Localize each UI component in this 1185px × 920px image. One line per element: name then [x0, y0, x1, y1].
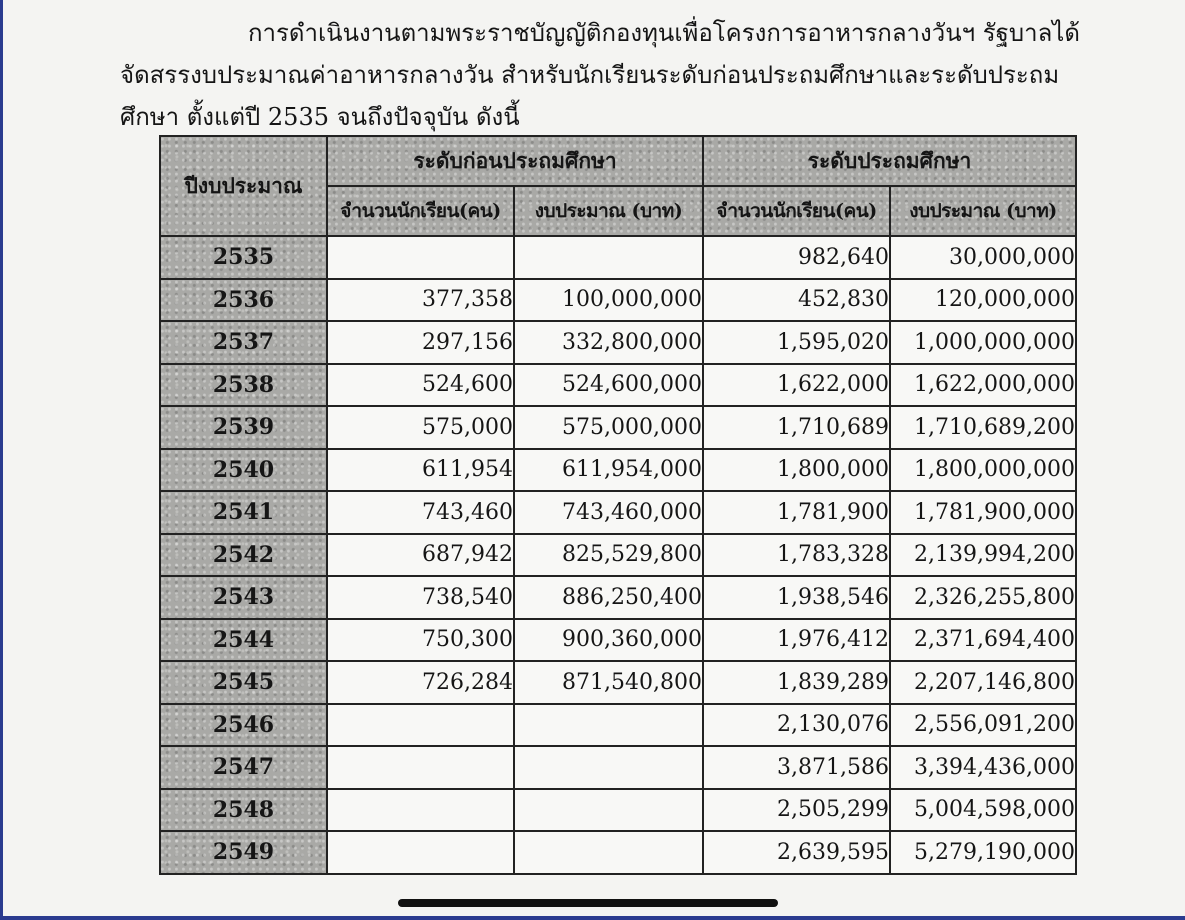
- preprimary-budget-cell: 871,540,800: [514, 661, 703, 704]
- year-cell: 2541: [160, 491, 327, 534]
- preprimary-budget-cell: 332,800,000: [514, 321, 703, 364]
- preprimary-students-cell: 524,600: [327, 364, 514, 407]
- year-cell: 2538: [160, 364, 327, 407]
- primary-budget-cell: 2,139,994,200: [890, 534, 1076, 577]
- year-cell: 2537: [160, 321, 327, 364]
- table-body: [160, 236, 1076, 874]
- primary-group-header: ระดับประถมศึกษา: [703, 136, 1076, 186]
- preprimary-budget-cell: [514, 789, 703, 832]
- primary-budget-cell: 1,622,000,000: [890, 364, 1076, 407]
- table-row: [160, 279, 1076, 322]
- preprimary-budget-cell: 743,460,000: [514, 491, 703, 534]
- preprimary-students-cell: 297,156: [327, 321, 514, 364]
- preprimary-students-cell: 743,460: [327, 491, 514, 534]
- primary-budget-cell: 5,279,190,000: [890, 831, 1076, 874]
- primary-budget-cell: 1,710,689,200: [890, 406, 1076, 449]
- intro-line-1: การดำเนินงานตามพระราชบัญญัติกองทุนเพื่อโครงการอาหารกลางวันฯ รัฐบาลได้: [248, 19, 1080, 47]
- primary-budget-cell: 2,371,694,400: [890, 619, 1076, 662]
- preprimary-students-cell: [327, 236, 514, 279]
- preprimary-budget-cell: 825,529,800: [514, 534, 703, 577]
- year-cell: 2543: [160, 576, 327, 619]
- primary-students-cell: 1,938,546: [703, 576, 890, 619]
- year-cell: 2539: [160, 406, 327, 449]
- table-row: [160, 831, 1076, 874]
- preprimary-students-cell: 738,540: [327, 576, 514, 619]
- intro-line-3: ศึกษา ตั้งแต่ปี 2535 จนถึงปัจจุบัน ดังนี้: [120, 103, 520, 131]
- year-cell: 2546: [160, 704, 327, 747]
- primary-budget-cell: 5,004,598,000: [890, 789, 1076, 832]
- preprimary-budget-header: งบประมาณ (บาท): [514, 186, 703, 236]
- primary-budget-cell: 2,556,091,200: [890, 704, 1076, 747]
- preprimary-budget-cell: 100,000,000: [514, 279, 703, 322]
- primary-students-cell: 3,871,586: [703, 746, 890, 789]
- table-row: [160, 534, 1076, 577]
- preprimary-budget-cell: [514, 704, 703, 747]
- table-row: [160, 789, 1076, 832]
- preprimary-budget-cell: 611,954,000: [514, 449, 703, 492]
- primary-students-cell: 2,639,595: [703, 831, 890, 874]
- primary-students-cell: 1,800,000: [703, 449, 890, 492]
- page-left-border: [0, 0, 3, 920]
- primary-budget-cell: 30,000,000: [890, 236, 1076, 279]
- intro-paragraph: [120, 12, 1100, 138]
- year-cell: 2536: [160, 279, 327, 322]
- preprimary-students-header: จำนวนนักเรียน(คน): [327, 186, 514, 236]
- year-cell: 2535: [160, 236, 327, 279]
- page-bottom-border: [0, 916, 1185, 920]
- preprimary-students-cell: [327, 746, 514, 789]
- primary-students-cell: 1,710,689: [703, 406, 890, 449]
- preprimary-students-cell: [327, 704, 514, 747]
- table-row: [160, 619, 1076, 662]
- preprimary-students-cell: 750,300: [327, 619, 514, 662]
- table-row: [160, 321, 1076, 364]
- budget-table: [159, 135, 1077, 875]
- year-cell: 2548: [160, 789, 327, 832]
- year-cell: 2544: [160, 619, 327, 662]
- year-cell: 2549: [160, 831, 327, 874]
- primary-students-cell: 1,781,900: [703, 491, 890, 534]
- table-row: [160, 576, 1076, 619]
- year-cell: 2540: [160, 449, 327, 492]
- primary-budget-cell: 1,800,000,000: [890, 449, 1076, 492]
- preprimary-students-cell: 611,954: [327, 449, 514, 492]
- preprimary-budget-cell: 886,250,400: [514, 576, 703, 619]
- table-row: [160, 661, 1076, 704]
- preprimary-budget-cell: [514, 746, 703, 789]
- primary-students-cell: 1,622,000: [703, 364, 890, 407]
- intro-line-2: จัดสรรงบประมาณค่าอาหารกลางวัน สำหรับนักเรียนระดับก่อนประถมศึกษาและระดับประถม: [120, 61, 1060, 89]
- primary-budget-header: งบประมาณ (บาท): [890, 186, 1076, 236]
- year-cell: 2547: [160, 746, 327, 789]
- preprimary-students-cell: 726,284: [327, 661, 514, 704]
- primary-budget-cell: 1,000,000,000: [890, 321, 1076, 364]
- primary-students-cell: 452,830: [703, 279, 890, 322]
- preprimary-budget-cell: [514, 236, 703, 279]
- preprimary-students-cell: 687,942: [327, 534, 514, 577]
- primary-students-cell: 1,783,328: [703, 534, 890, 577]
- primary-budget-cell: 2,326,255,800: [890, 576, 1076, 619]
- primary-students-cell: 982,640: [703, 236, 890, 279]
- preprimary-budget-cell: 575,000,000: [514, 406, 703, 449]
- primary-students-cell: 1,839,289: [703, 661, 890, 704]
- preprimary-budget-cell: 524,600,000: [514, 364, 703, 407]
- primary-students-cell: 1,595,020: [703, 321, 890, 364]
- primary-students-header: จำนวนนักเรียน(คน): [703, 186, 890, 236]
- year-cell: 2542: [160, 534, 327, 577]
- preprimary-students-cell: 575,000: [327, 406, 514, 449]
- table-row: [160, 406, 1076, 449]
- year-column-header: ปีงบประมาณ: [160, 136, 327, 236]
- preprimary-students-cell: 377,358: [327, 279, 514, 322]
- preprimary-students-cell: [327, 831, 514, 874]
- table-row: [160, 236, 1076, 279]
- primary-budget-cell: 3,394,436,000: [890, 746, 1076, 789]
- primary-students-cell: 2,505,299: [703, 789, 890, 832]
- table-header: [160, 136, 1076, 236]
- primary-students-cell: 2,130,076: [703, 704, 890, 747]
- table-row: [160, 704, 1076, 747]
- preprimary-budget-cell: [514, 831, 703, 874]
- table-row: [160, 746, 1076, 789]
- pen-mark: [398, 899, 778, 907]
- primary-budget-cell: 120,000,000: [890, 279, 1076, 322]
- table-row: [160, 449, 1076, 492]
- primary-budget-cell: 2,207,146,800: [890, 661, 1076, 704]
- preprimary-group-header: ระดับก่อนประถมศึกษา: [327, 136, 703, 186]
- primary-budget-cell: 1,781,900,000: [890, 491, 1076, 534]
- preprimary-budget-cell: 900,360,000: [514, 619, 703, 662]
- table-row: [160, 491, 1076, 534]
- preprimary-students-cell: [327, 789, 514, 832]
- year-cell: 2545: [160, 661, 327, 704]
- table-row: [160, 364, 1076, 407]
- primary-students-cell: 1,976,412: [703, 619, 890, 662]
